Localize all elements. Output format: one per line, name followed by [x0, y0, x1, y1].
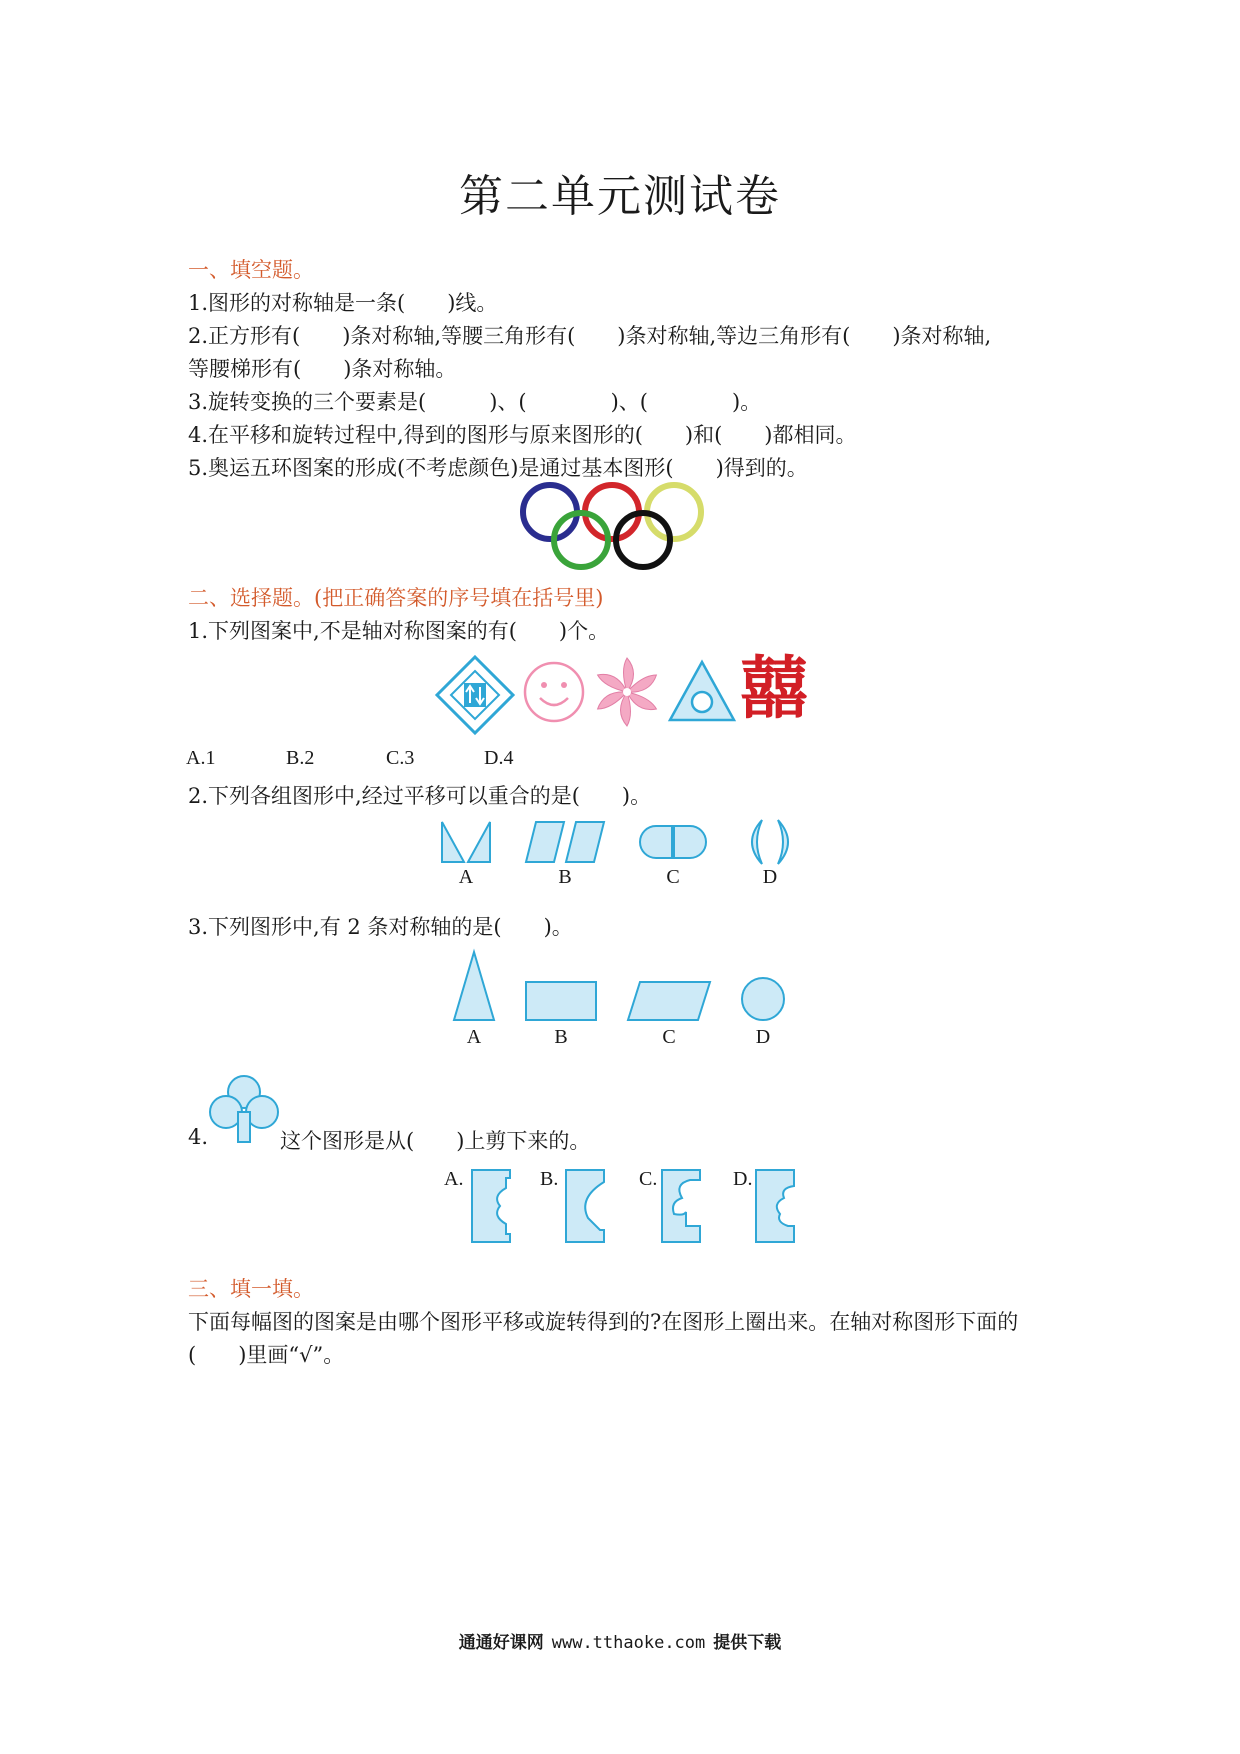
page-footer: [0, 1628, 1240, 1653]
footer-url: www.tthaoke.com: [551, 1633, 706, 1653]
s2q4-label-b: B.: [540, 1168, 559, 1190]
section-2-heading: 二、选择题。(把正确答案的序号填在括号里): [188, 586, 604, 610]
page-title: 第二单元测试卷: [459, 171, 781, 222]
ring-blue-icon: [523, 485, 577, 539]
circle-icon: [740, 976, 786, 1022]
parallelograms-icon: [524, 820, 606, 864]
s1-question-2: 2.正方形有( )条对称轴,等腰三角形有( )条对称轴,等边三角形有( )条对称轴,: [188, 324, 992, 348]
s1-question-5: 5.奥运五环图案的形成(不考虑颜色)是通过基本图形( )得到的。: [188, 456, 808, 480]
cut-paper-d-icon: [754, 1168, 798, 1244]
mirrored-triangles-icon: [440, 820, 492, 864]
ring-green-icon: [554, 513, 608, 567]
club-shape-icon: [206, 1072, 282, 1148]
olympic-rings-figure: [520, 480, 720, 580]
s2q2-label-c: C: [666, 866, 680, 888]
s2q1-option-b: B.2: [286, 747, 315, 769]
half-circles-icon: [638, 824, 708, 860]
isosceles-triangle-icon: [452, 950, 496, 1022]
s1-question-3: 3.旋转变换的三个要素是( )、( )、( )。: [188, 390, 762, 414]
double-happiness-icon: 囍: [740, 650, 809, 729]
s2-question-3: 3.下列图形中,有 2 条对称轴的是( )。: [188, 915, 573, 939]
diamond-arrows-icon: [435, 655, 515, 735]
s3-instruction-line-2: ( )里画“√”。: [188, 1343, 345, 1367]
cut-paper-b-icon: [564, 1168, 608, 1244]
triangle-circle-icon: [668, 660, 736, 722]
s2q2-label-d: D: [762, 866, 778, 888]
s2q1-option-a: A.1: [186, 747, 216, 769]
s2-question-2: 2.下列各组图形中,经过平移可以重合的是( )。: [188, 784, 652, 808]
s2-question-4: 这个图形是从( )上剪下来的。: [280, 1129, 591, 1153]
smiley-face-icon: [522, 660, 586, 724]
s2q2-label-a: A: [458, 866, 474, 888]
s2-question-1: 1.下列图案中,不是轴对称图案的有( )个。: [188, 619, 610, 643]
section-1-heading: 一、填空题。: [188, 258, 314, 282]
s2q3-label-a: A: [466, 1026, 482, 1048]
section-3-heading: 三、填一填。: [188, 1277, 314, 1301]
ring-red-icon: [585, 485, 639, 539]
s2q3-label-d: D: [755, 1026, 771, 1048]
ring-black-icon: [616, 513, 670, 567]
s2q4-label-c: C.: [639, 1168, 658, 1190]
cut-paper-a-icon: [470, 1168, 514, 1244]
s2-question-4-number: 4.: [188, 1125, 209, 1149]
crescents-icon: [744, 818, 796, 866]
footer-suffix: 提供下载: [713, 1633, 782, 1653]
parallelogram-icon: [626, 980, 712, 1022]
s3-instruction-line-1: 下面每幅图的图案是由哪个图形平移或旋转得到的?在图形上圈出来。在轴对称图形下面的: [188, 1310, 1019, 1334]
s2q2-label-b: B: [558, 866, 572, 888]
cut-paper-c-icon: [660, 1168, 704, 1244]
s2q4-label-a: A.: [444, 1168, 464, 1190]
s1-question-1: 1.图形的对称轴是一条( )线。: [188, 291, 498, 315]
s2q4-label-d: D.: [733, 1168, 753, 1190]
s1-question-2-cont: 等腰梯形有( )条对称轴。: [188, 357, 457, 381]
s2q3-label-b: B: [554, 1026, 568, 1048]
s2q1-option-d: D.4: [484, 747, 514, 769]
ring-yellow-icon: [647, 485, 701, 539]
s1-question-4: 4.在平移和旋转过程中,得到的图形与原来图形的( )和( )都相同。: [188, 423, 857, 447]
s2q3-label-c: C: [662, 1026, 676, 1048]
s2q1-option-c: C.3: [386, 747, 415, 769]
pinwheel-icon: [590, 655, 664, 729]
footer-site-name: 通通好课网: [458, 1633, 544, 1653]
rectangle-icon: [524, 980, 598, 1022]
